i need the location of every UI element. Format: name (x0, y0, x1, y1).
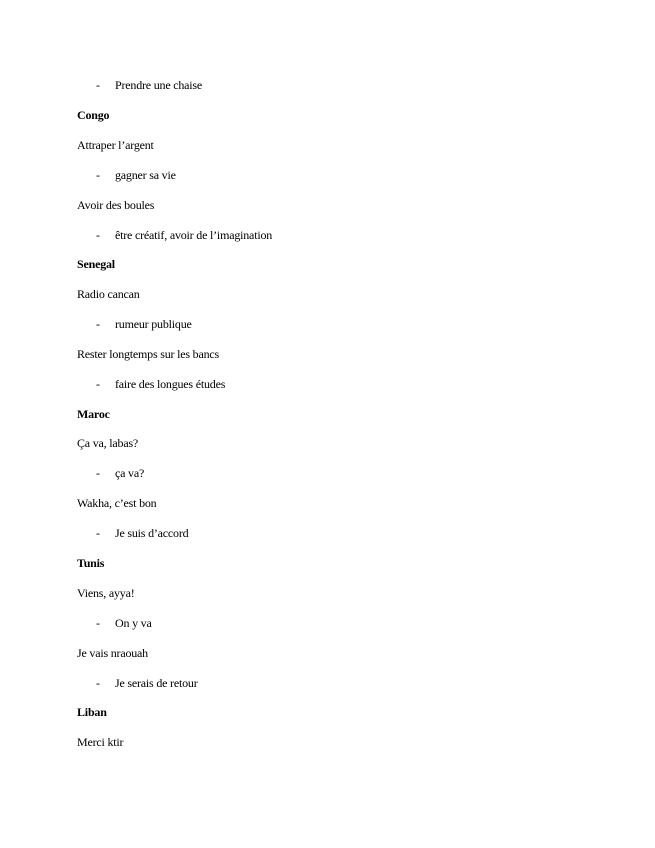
bullet-text: ça va? (115, 466, 145, 480)
bullet-dash: - (96, 228, 100, 242)
bullet-dash: - (96, 466, 100, 480)
bullet-text: faire des longues études (115, 377, 226, 391)
bullet-dash: - (96, 377, 100, 391)
expression-text: Attraper l’argent (77, 138, 154, 152)
bullet-dash: - (96, 616, 100, 630)
bullet-text: gagner sa vie (115, 168, 176, 182)
expression-text: Ça va, labas? (77, 436, 139, 450)
bullet-text: Je suis d’accord (115, 526, 189, 540)
country-heading: Liban (77, 705, 107, 719)
bullet-text: Prendre une chaise (115, 78, 203, 92)
expression-text: Radio cancan (77, 287, 140, 301)
country-heading: Tunis (77, 556, 105, 570)
expression-text: Avoir des boules (77, 198, 155, 212)
expression-text: Je vais nraouah (77, 646, 148, 660)
bullet-text: On y va (115, 616, 152, 630)
country-heading: Maroc (77, 407, 110, 421)
bullet-text: rumeur publique (115, 317, 192, 331)
expression-text: Viens, ayya! (77, 586, 135, 600)
bullet-dash: - (96, 317, 100, 331)
country-heading: Senegal (77, 257, 115, 271)
bullet-dash: - (96, 676, 100, 690)
expression-text: Merci ktir (77, 735, 124, 749)
bullet-dash: - (96, 78, 100, 92)
expression-text: Rester longtemps sur les bancs (77, 347, 219, 361)
expression-text: Wakha, c’est bon (77, 496, 157, 510)
bullet-dash: - (96, 168, 100, 182)
bullet-text: être créatif, avoir de l’imagination (115, 228, 273, 242)
bullet-text: Je serais de retour (115, 676, 198, 690)
bullet-dash: - (96, 526, 100, 540)
country-heading: Congo (77, 108, 110, 122)
